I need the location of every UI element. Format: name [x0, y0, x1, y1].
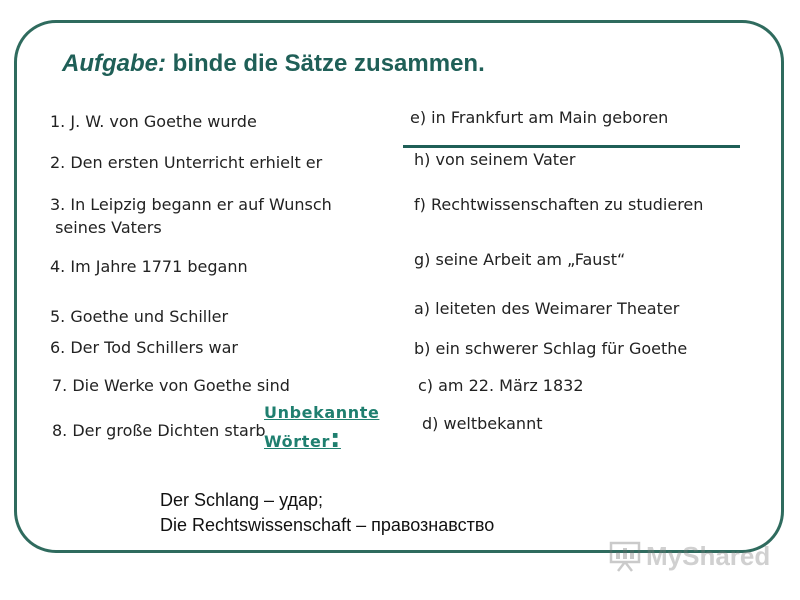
myshared-logo [608, 538, 770, 574]
right-item-f: f) Rechtwissenschaften zu studieren [414, 195, 704, 214]
vocab-line-2: Die Rechtswissenschaft – правознавство [160, 515, 495, 535]
vocab-heading-word: Wörter [264, 432, 330, 451]
vocab-heading-colon: : [329, 424, 341, 454]
left-item-1: 1. J. W. von Goethe wurde [50, 112, 257, 131]
presentation-board-icon [608, 539, 642, 573]
right-item-g: g) seine Arbeit am „Faust“ [414, 250, 626, 269]
slide-frame [14, 20, 784, 553]
right-item-c: c) am 22. März 1832 [418, 376, 584, 395]
right-item-d: d) weltbekannt [422, 414, 543, 433]
logo-text: MyShared [646, 540, 771, 571]
left-item-6: 6. Der Tod Schillers war [50, 338, 239, 357]
vocab-heading [264, 402, 414, 453]
title-lead: Aufgabe: [62, 50, 166, 77]
left-item-4: 4. Im Jahre 1771 begann [50, 257, 248, 276]
divider-line [403, 145, 740, 148]
right-item-b: b) ein schwerer Schlag für Goethe [414, 339, 688, 358]
page-title [62, 50, 485, 78]
left-item-2: 2. Den ersten Unterricht erhielt er [50, 153, 323, 172]
right-item-e: e) in Frankfurt am Main geboren [410, 108, 669, 127]
left-item-3-cont: seines Vaters [50, 218, 162, 237]
title-rest: binde die Sätze zusammen. [166, 50, 485, 77]
vocab-heading-line2 [264, 424, 414, 454]
left-item-7: 7. Die Werke von Goethe sind [52, 376, 290, 395]
right-item-a: a) leiteten des Weimarer Theater [414, 299, 680, 318]
right-item-h: h) von seinem Vater [414, 150, 576, 169]
vocab-heading-line1: Unbekannte [264, 403, 380, 422]
left-item-5: 5. Goethe und Schiller [50, 307, 229, 326]
vocab-line-1: Der Schlang – удар; [160, 490, 323, 510]
left-item-8: 8. Der große Dichten starb [52, 421, 266, 440]
left-item-3: 3. In Leipzig begann er auf Wunsch [50, 195, 332, 214]
